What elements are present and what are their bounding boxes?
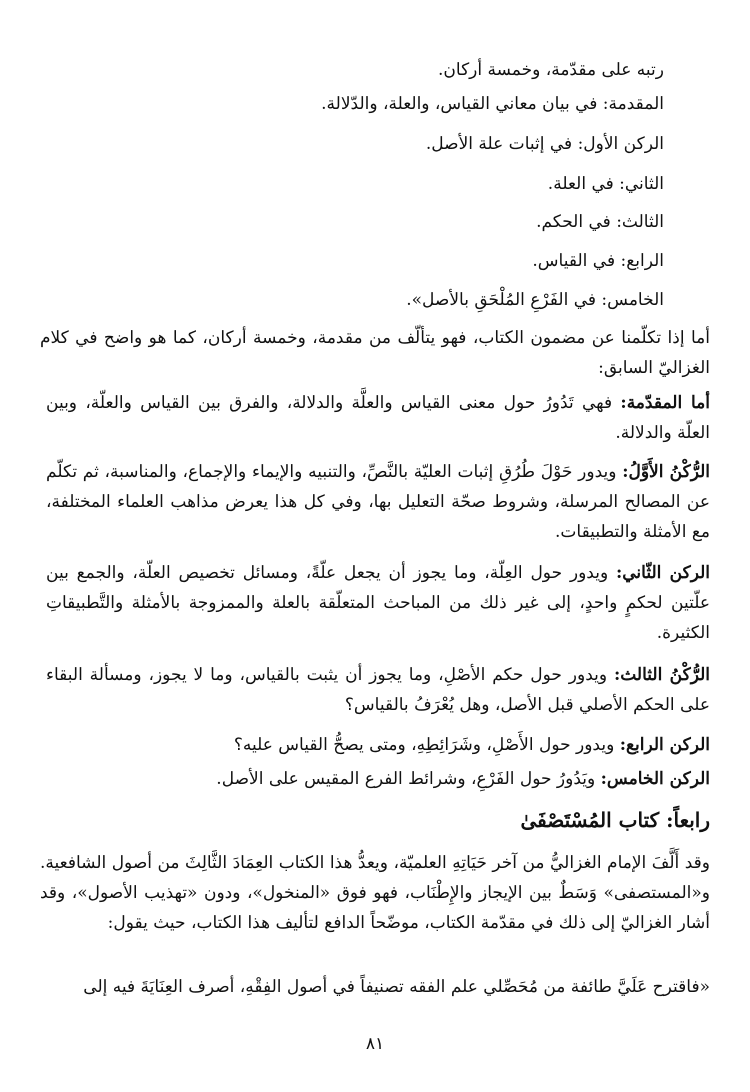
outline-item-label: الركن الأول: — [577, 134, 664, 154]
outline-item-pillar-2 — [548, 172, 664, 196]
outline-item-label: الثالث: — [616, 212, 664, 232]
outline-item-label: المقدمة: — [602, 94, 664, 114]
outline-item-label: الرابع: — [620, 251, 664, 271]
outline-item-text: في العلة. — [547, 174, 614, 194]
section-text: ويدور حول العِلّة، وما يجوز أن يجعل علّةً، ومسائل تخصيص العلّة، والجمع بين علّتين لحكمٍ واحدٍ، إلى غير ذلك من المباحث المتعلّقة بالعلة والممزوجة بالأمثلة والتَّطبيقاتِ الكثيرة. — [46, 563, 710, 643]
quote-paragraph: «فاقترح عَلَيَّ طائفة من مُحَصِّلي علم الفقه تصنيفاً في أصول الفِقْهِ، أصرف العِنَايَةَ فيه إلى — [83, 977, 710, 997]
section-pillar-3 — [46, 660, 710, 720]
outline-item-pillar-5 — [406, 288, 664, 312]
section-label: أما المقدّمة: — [620, 393, 710, 413]
section-label: الرُّكْنُ الأَوَّلُ: — [622, 462, 710, 482]
outline-intro: رتبه على مقدّمة، وخمسة أركان. — [438, 60, 664, 80]
section-pillar-4 — [46, 730, 710, 760]
section-text: ويدور حول الأَصْلِ، وشَرَائِطِهِ، ومتى يصحُّ القياس عليه؟ — [233, 735, 615, 755]
section-label: الركن الخامس: — [600, 769, 710, 789]
outline-item-text: في الفَرْعِ المُلْحَقِ بالأصل». — [406, 290, 597, 310]
section-text: فهي تَدُورُ حول معنى القياس والعلَّة والدلالة، والفرق بين القياس والعلّة، وبين العلّة والدلالة. — [46, 393, 710, 443]
section-introduction — [46, 388, 710, 448]
outline-item-text: في الحكم. — [536, 212, 611, 232]
section-text: ويدور حَوْلَ طُرُقِ إثبات العليّة بالنَّصِّ، والتنبيه والإيماء والإجماع، والمناسبة، ثم تكلّم عن المصالح المرسلة، وشروط صحّة التعليل بها، وفي كل هذا يعرض مذاهب العلماء المختلفة، مع الأمثلة والتطبيقات. — [46, 462, 710, 542]
outline-item-text: في القياس. — [532, 251, 616, 271]
outline-item-pillar-3 — [536, 210, 664, 234]
section-pillar-5 — [46, 764, 710, 794]
page-number: ٨١ — [365, 1034, 385, 1054]
outline-item-label: الثاني: — [619, 174, 664, 194]
outline-item-introduction — [321, 92, 664, 116]
body-paragraph: وقد أَلَّفَ الإمام الغزاليُّ من آخر حَيَاتِهِ العلميّة، ويعدُّ هذا الكتاب العِمَادَ الثَّالِثَ من أصول الشافعية. و«المستصفى» وَسَطٌ بين الإيجاز والإِطْنَاب، فهو فوق «المنخول»، ودون «تهذيب الأصول»، وقد أشار الغزاليّ إلى ذلك في مقدّمة الكتاب، موضّحاً الدافع لتأليف هذا الكتاب، حيث يقول: — [40, 853, 710, 933]
outline-item-pillar-4 — [532, 249, 664, 273]
section-text: ويدور حول حكم الأصْلِ، وما يجوز أن يثبت بالقياس، وما لا يجوز، ومسألة البقاء على الحكم الأصلي قبل الأصل، وهل يُعْرَفُ بالقياس؟ — [46, 665, 710, 715]
section-heading: رابعاً: كتاب المُسْتَصْفَىٰ — [520, 808, 710, 832]
section-label: الركن الثّاني: — [615, 563, 711, 583]
outline-item-pillar-1 — [426, 132, 664, 156]
section-pillar-1 — [46, 457, 710, 547]
section-text: ويَدُورُ حول الفَرْعِ، وشرائط الفرع المقيس على الأصل. — [216, 769, 596, 789]
section-label: الركن الرابع: — [619, 735, 710, 755]
section-label: الرُّكْنُ الثالث: — [613, 665, 710, 685]
outline-item-text: في إثبات علة الأصل. — [425, 134, 573, 154]
section-pillar-2 — [46, 558, 710, 648]
outline-item-label: الخامس: — [601, 290, 664, 310]
outline-item-text: في بيان معاني القياس، والعلة، والدّلالة. — [321, 94, 598, 114]
summary-paragraph: أما إذا تكلّمنا عن مضمون الكتاب، فهو يتألّف من مقدمة، وخمسة أركان، كما هو واضح في كلام الغزاليّ السابق: — [40, 328, 710, 378]
